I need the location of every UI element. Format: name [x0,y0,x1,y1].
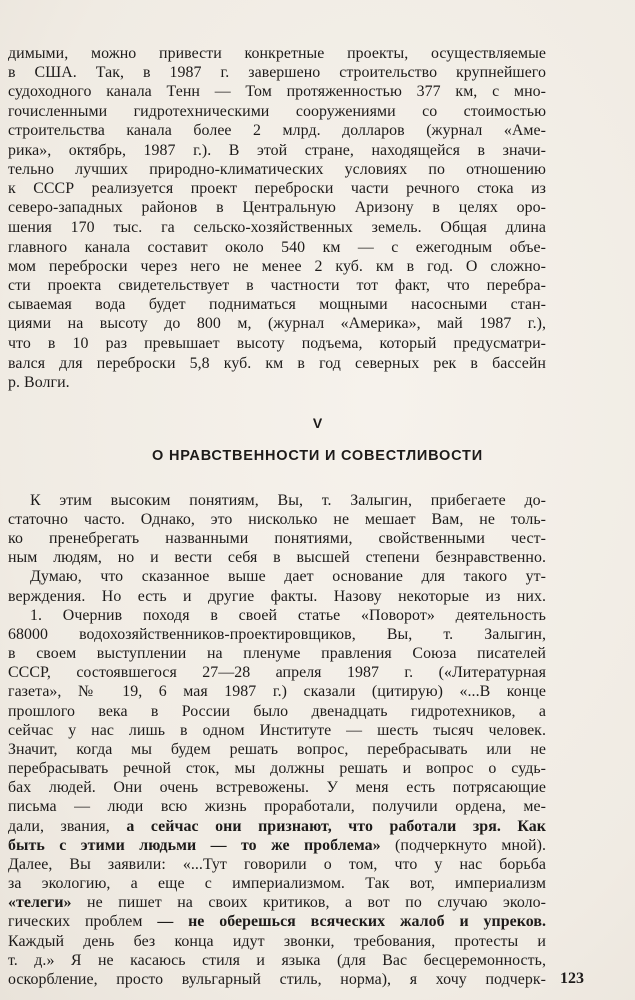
text-line: статочно часто. Однако, это нисколько не мешает Вам, не толь- [8,510,546,528]
text-line: верждения. Но есть и другие факты. Назову некоторые из них. [8,587,546,605]
text-line: Далее, Вы заявили: «...Тут говорили о том, что у нас борьба [8,855,546,873]
text-line: бах людей. Они очень встревожены. У меня есть потрясающие [8,779,546,797]
text-line: гических проблем — не оберешься всяческих жалоб и упреков. [8,913,546,931]
text-line: оскорбление, просто вульгарный стиль, норма), я хочу подчерк- [8,971,546,988]
text-line: ным людям, но и вести себя в высшей степени безнравственно. [8,549,546,567]
text-line: т. д.» Я не касаюсь стиля и языка (для Вас бесцеремонность, [8,951,546,969]
text-line: димыми, можно привести конкретные проекты, осуществляемые [8,45,546,62]
section-title: О НРАВСТВЕННОСТИ И СОВЕСТЛИВОСТИ [152,447,483,464]
text-line: прошлого века в России было двенадцать гидротехников, а [8,702,546,720]
text-line: К этим высоким понятиям, Вы, т. Залыгин, прибегаете до- [30,491,546,509]
text-line: что в 10 раз превышает высоту подъема, который предусматри- [8,335,546,353]
text-line: р. Волги. [8,373,70,391]
text-line: 68000 водохозяйственников-проектировщиков, Вы, т. Залыгин, [8,625,546,643]
text-line: в США. Так, в 1987 г. завершено строительство крупнейшего [8,64,546,82]
text-line: ко пренебрегать названными понятиями, свойственными чест- [8,530,546,548]
text-line: 1. Очернив походя в своей статье «Поворот» деятельность [30,606,546,624]
text-line: строительства канала более 2 млрд. долларов (журнал «Аме- [8,121,546,139]
text-line: северо-западных районов в Центральную Аризону в целях оро- [8,199,546,217]
section-number: V [312,414,323,431]
text-line: рика», октябрь, 1987 г.). В этой стране, находящейся в значи- [8,141,546,159]
text-line: вался для переброски 5,8 куб. км в год северных рек в бассейн [8,354,546,372]
text-line: перебрасывать речной сток, мы должны решать и вопрос о судь- [8,760,546,778]
text-line: гочисленными гидротехническими сооружениями со стоимостью [8,102,546,120]
text-line: в своем выступлении на пленуме правления Союза писателей [8,645,546,663]
text-line: сейчас у нас лишь в одном Институте — шесть тысяч человек. [8,721,546,739]
text-line: сываемая вода будет подниматься мощными насосными стан- [8,296,546,314]
text-line: главного канала составит около 540 км — с ежегодным объе- [8,238,546,256]
text-line: к СССР реализуется проект переброски части речного стока из [8,180,546,198]
page-number: 123 [560,970,584,987]
text-line: судоходного канала Тенн — Том протяженностью 377 км, с мно- [8,83,546,101]
text-line: СССР, состоявшегося 27—28 апреля 1987 г. («Литературная [8,664,546,682]
text-line: газета», № 19, 6 мая 1987 г.) сказали (цитирую) «...В конце [8,683,546,701]
text-line: циями на высоту до 800 м, (журнал «Америка», май 1987 г.), [8,315,546,333]
text-line: Значит, когда мы будем решать вопрос, перебрасывать или не [8,740,546,758]
text-line: дали, звания, а сейчас они признают, что работали зря. Как [8,817,546,835]
text-line: Думаю, что сказанное выше дает основание для такого ут- [30,568,546,586]
text-line: шения 170 тыс. га сельско-хозяйственных земель. Общая длина [8,218,546,236]
text-line: Каждый день без конца идут звонки, требования, протесты и [8,932,546,950]
text-line: мом переброски через него не менее 2 куб. км в год. О сложно- [8,257,546,275]
text-line: письма — люди всю жизнь проработали, получили ордена, ме- [8,798,546,816]
text-line: тельно лучших природно-климатических условиях по отношению [8,160,546,178]
text-line: за экологию, а еще с империализмом. Так вот, империализм [8,875,546,893]
text-line: «телеги» не пишет на своих критиков, а вот по случаю эколо- [8,894,546,912]
text-line: сти проекта свидетельствует в частности тот факт, что перебра- [8,276,546,294]
text-line: быть с этими людьми — то же проблема» (подчеркнуто мной). [8,836,546,854]
